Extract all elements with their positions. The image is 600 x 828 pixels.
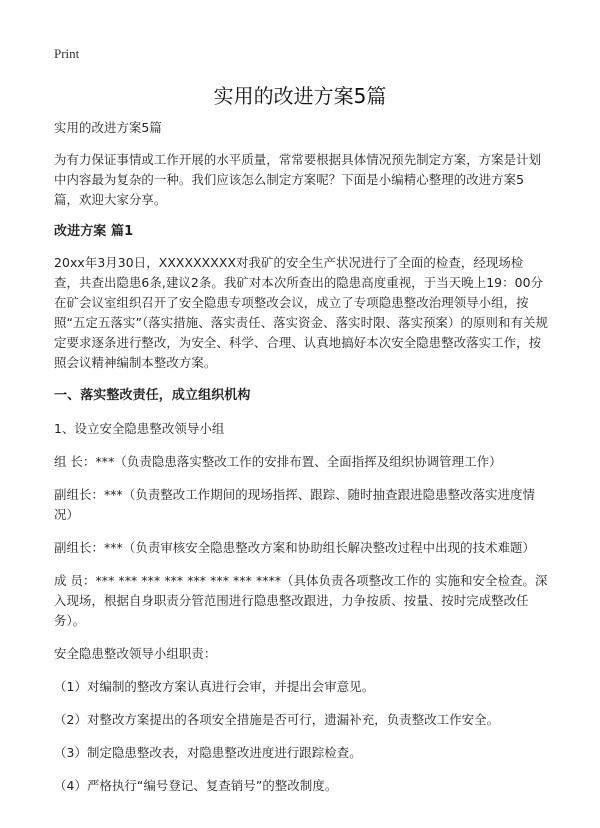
duty-item: （1）对编制的整改方案认真进行会审，并提出会审意见。 <box>54 679 375 694</box>
part-heading: 一、落实整改责任，成立组织机构 <box>54 388 251 403</box>
deputy-line-1: 副组长：***（负责整改工作期间的现场指挥、跟踪、随时抽查跟进隐患整改落实进度情况） <box>54 487 536 522</box>
duty-item: （4）严格执行“编号登记、复查销号”的整改制度。 <box>54 778 338 793</box>
deputy-line-2: 副组长：***（负责审核安全隐患整改方案和协助组长解决整改过程中出现的技术难题） <box>54 540 536 555</box>
section-paragraph: 20xx年3月30日，XXXXXXXXX对我矿的安全生产状况进行了全面的检查，经现场检查，共查出隐患6条,建议2条。我矿对本次所查出的隐患高度重视，于当天晚上19：00分在矿会议室组织召开了安全隐患专项整改会议，成立了专项隐患整改治理领导小组，按照“五定五落实”（落实措施、落实责任、落实资金、落实时限、落实预案）的原则和有关规定要求逐条进行整改，为安全、科学、合理、认真地搞好本次安全隐患整改落实工作，按照会议精神编制本整改方案。 <box>54 255 548 370</box>
doc-subtitle: 实用的改进方案5篇 <box>54 120 162 135</box>
duty-item: （2）对整改方案提出的各项安全措施是否可行，遗漏补充，负责整改工作安全。 <box>54 712 500 727</box>
item-title: 1、设立安全隐患整改领导小组 <box>54 421 225 436</box>
duty-item: （3）制定隐患整改表，对隐患整改进度进行跟踪检查。 <box>54 745 362 760</box>
document-body <box>54 118 548 809</box>
duties-title: 安全隐患整改领导小组职责： <box>54 646 217 661</box>
doc-intro: 为有力保证事情或工作开展的水平质量，常常要根据具体情况预先制定方案，方案是计划中内容最为复杂的一种。我们应该怎么制定方案呢？下面是小编精心整理的改进方案5篇，欢迎大家分享。 <box>54 152 542 207</box>
members-line: 成 员：*** *** *** *** *** *** *** ****（具体负责各项整改工作的 实施和安全检查。深入现场，根据自身职责分管范围进行隐患整改跟进，力争按质、按量、按时完成整改任务）。 <box>54 573 548 628</box>
page-title: 实用的改进方案5篇 <box>213 84 387 108</box>
print-link[interactable]: Print <box>54 46 80 61</box>
section-heading: 改进方案 篇1 <box>54 224 134 239</box>
leader-line: 组 长：***（负责隐患落实整改工作的安排布置、全面指挥及组织协调管理工作） <box>54 454 502 469</box>
